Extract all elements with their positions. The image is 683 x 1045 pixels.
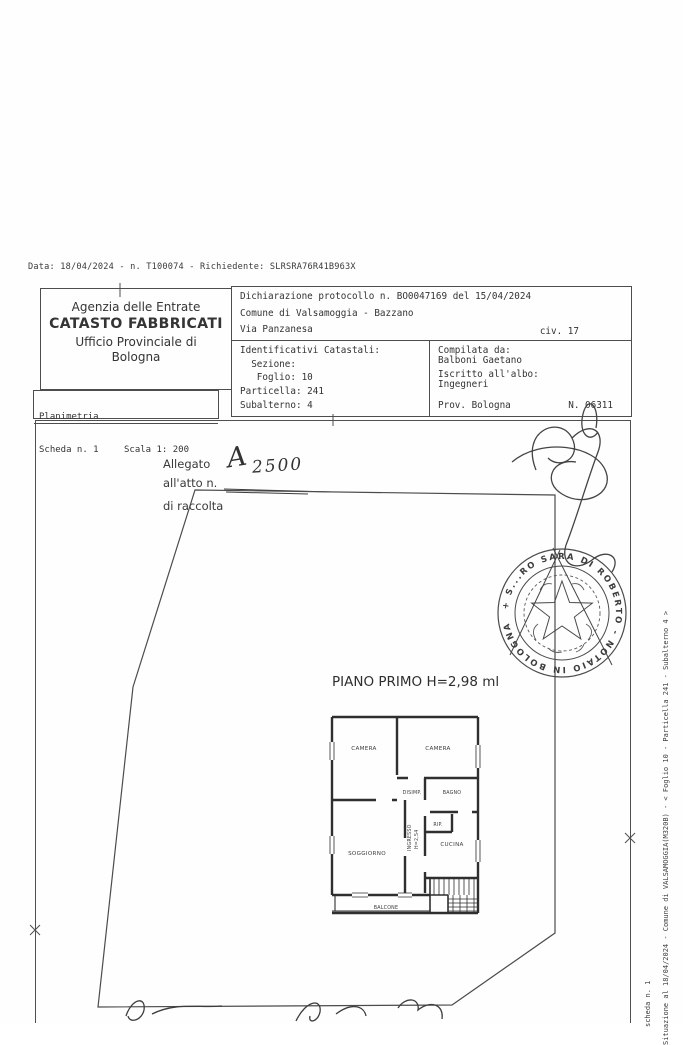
sezione-line: Sezione: xyxy=(240,359,296,370)
room-cucina: CUCINA xyxy=(440,842,464,848)
agency-header-box xyxy=(40,288,232,390)
scale-value: Scala 1: 200 xyxy=(124,445,190,455)
register-order: Ingegneri xyxy=(438,379,489,390)
room-camera-right: CAMERA xyxy=(425,746,451,752)
document-date-line: Data: 18/04/2024 - n. T100074 - Richiedente: SLRSRA76R41B963X xyxy=(28,262,356,272)
handwritten-atto-number: 2500 xyxy=(251,454,304,478)
civic-number: civ. 17 xyxy=(539,326,579,337)
street-line: Via Panzanesa xyxy=(240,324,313,335)
foglio-line: Foglio: 10 xyxy=(240,372,313,383)
allegato-line-2: all'atto n. xyxy=(163,476,218,490)
planimetria-label: Planimetria xyxy=(34,411,218,424)
planimetria-box xyxy=(33,390,219,455)
room-ripostiglio: RIP. xyxy=(433,823,443,828)
handwritten-atto-letter: A xyxy=(224,440,249,475)
particella-line: Particella: 241 xyxy=(240,386,324,397)
floor-title: PIANO PRIMO H=2,98 ml xyxy=(332,674,500,690)
protocol-line: Dichiarazione protocollo n. BO0047169 del 15/04/2024 xyxy=(240,291,532,302)
side-caption-main: Situazione al 18/04/2024 - Comune di VALSAMOGGIA(M320B) - < Foglio 10 - Particella 241 - Subalterno 4 > xyxy=(662,610,670,1045)
box-divider-vertical xyxy=(429,340,430,416)
province-line: Prov. Bologna xyxy=(438,400,511,411)
register-label: Iscritto all'albo: xyxy=(438,369,539,380)
room-soggiorno: SOGGIORNO xyxy=(348,851,386,857)
room-ingresso: INGRESSO xyxy=(408,824,413,851)
stamp-ring-text: + S...RO SARA DI ROBERTO - NOTAIO IN BOLOGNA xyxy=(500,551,624,675)
agency-name: Agenzia delle Entrate xyxy=(71,300,201,314)
comune-line: Comune di Valsamoggia - Bazzano xyxy=(240,308,414,319)
scheda-number: Scheda n. 1 xyxy=(39,445,99,455)
room-ingresso-height: H=2,54 xyxy=(415,829,420,849)
room-camera-left: CAMERA xyxy=(351,746,377,752)
room-bagno: BAGNO xyxy=(442,791,462,796)
catastal-ids-title: Identificativi Catastali: xyxy=(240,345,380,356)
room-balcone: BALCONE xyxy=(373,906,399,911)
allegato-block xyxy=(163,455,223,516)
allegato-line-3: di raccolta xyxy=(163,499,224,513)
allegato-line-1: Allegato xyxy=(163,457,211,471)
register-number: N. 06311 xyxy=(568,400,613,411)
compiled-by-label: Compilata da: xyxy=(438,345,511,356)
planimetria-sheet-border xyxy=(35,420,631,1023)
side-caption-scheda: scheda n. 1 xyxy=(644,980,652,1027)
subalterno-line: Subalterno: 4 xyxy=(240,400,313,411)
room-disimpegno: DISIMP. xyxy=(402,791,422,796)
catasto-title: CATASTO FABBRICATI xyxy=(49,316,223,332)
box-divider-horizontal xyxy=(232,340,631,341)
declaration-box xyxy=(231,286,632,417)
office-city: Bologna xyxy=(111,350,161,364)
compiler-name: Balboni Gaetano xyxy=(438,355,522,366)
office-line: Ufficio Provinciale di xyxy=(75,335,197,349)
